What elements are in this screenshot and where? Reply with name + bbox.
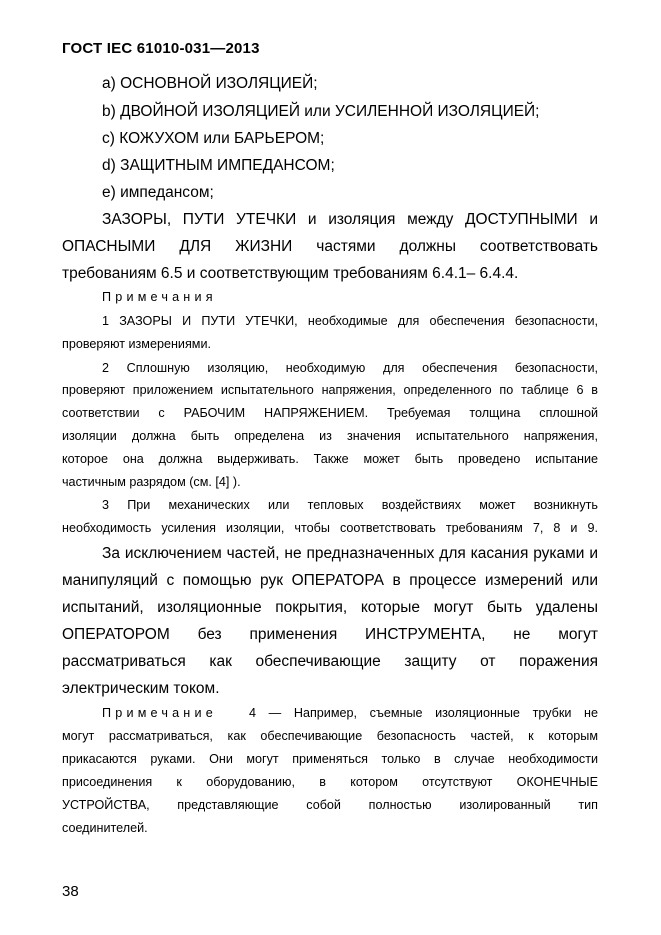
note-line: проверяют измерениями. [62, 337, 211, 351]
paragraph-line: манипуляций с помощью рук ОПЕРАТОРА в процессе измерений или [62, 572, 598, 589]
note-line: изоляции должна быть определена из значения испытательного напряжения, [62, 429, 598, 443]
paragraph-line: рассматриваться как обеспечивающие защиту от поражения [62, 653, 598, 670]
paragraph-line: ОПАСНЫМИ ДЛЯ ЖИЗНИ частями должны соответствовать [62, 238, 598, 255]
note-line: необходимость усиления изоляции, чтобы соответствовать требованиям 7, 8 и 9. [62, 521, 598, 535]
note-line: частичным разрядом (см. [4] ). [62, 475, 241, 489]
paragraph-line: ОПЕРАТОРОМ без применения ИНСТРУМЕНТА, не могут [62, 626, 598, 643]
note-line: 1 ЗАЗОРЫ И ПУТИ УТЕЧКИ, необходимые для обеспечения безопасности, [102, 314, 598, 328]
page-number: 38 [62, 883, 79, 900]
list-item: b) ДВОЙНОЙ ИЗОЛЯЦИЕЙ или УСИЛЕННОЙ ИЗОЛЯЦИЕЙ; [102, 103, 540, 120]
notes-heading: Примечания [102, 290, 217, 304]
paragraph-line: электрическим током. [62, 680, 220, 697]
paragraph-line: ЗАЗОРЫ, ПУТИ УТЕЧКИ и изоляция между ДОСТУПНЫМИ и [102, 211, 598, 228]
note-line: 2 Сплошную изоляцию, необходимую для обеспечения безопасности, [102, 361, 598, 375]
list-item: d) ЗАЩИТНЫМ ИМПЕДАНСОМ; [102, 157, 335, 174]
paragraph-line: испытаний, изоляционные покрытия, которые могут быть удалены [62, 599, 598, 616]
list-item: e) импедансом; [102, 184, 214, 201]
note4-heading: Примечание [102, 706, 217, 720]
note-line: соответствии с РАБОЧИМ НАПРЯЖЕНИЕМ. Требуемая толщина сплошной [62, 406, 598, 420]
note-line: соединителей. [62, 821, 148, 835]
standard-header: ГОСТ IEC 61010-031—2013 [62, 40, 260, 57]
note-line: которое она должна выдерживать. Также может быть проведено испытание [62, 452, 598, 466]
note-line: проверяют приложением испытательного напряжения, определенного по таблице 6 в [62, 383, 598, 397]
note-line: 4 — Например, съемные изоляционные трубки не [249, 706, 598, 720]
note-line: УСТРОЙСТВА, представляющие собой полностью изолированный тип [62, 798, 598, 812]
list-item: c) КОЖУХОМ или БАРЬЕРОМ; [102, 130, 325, 147]
list-item: a) ОСНОВНОЙ ИЗОЛЯЦИЕЙ; [102, 75, 318, 92]
note-line: 3 При механических или тепловых воздействиях может возникнуть [102, 498, 598, 512]
paragraph-line: требованиям 6.5 и соответствующим требованиям 6.4.1– 6.4.4. [62, 265, 519, 282]
paragraph-line: За исключением частей, не предназначенных для касания руками и [102, 545, 598, 562]
note-line: прикасаются руками. Они могут применяться только в случае необходимости [62, 752, 598, 766]
note-line: могут рассматриваться, как обеспечивающие безопасность частей, к которым [62, 729, 598, 743]
note-line: присоединения к оборудованию, в котором отсутствуют ОКОНЕЧНЫЕ [62, 775, 598, 789]
